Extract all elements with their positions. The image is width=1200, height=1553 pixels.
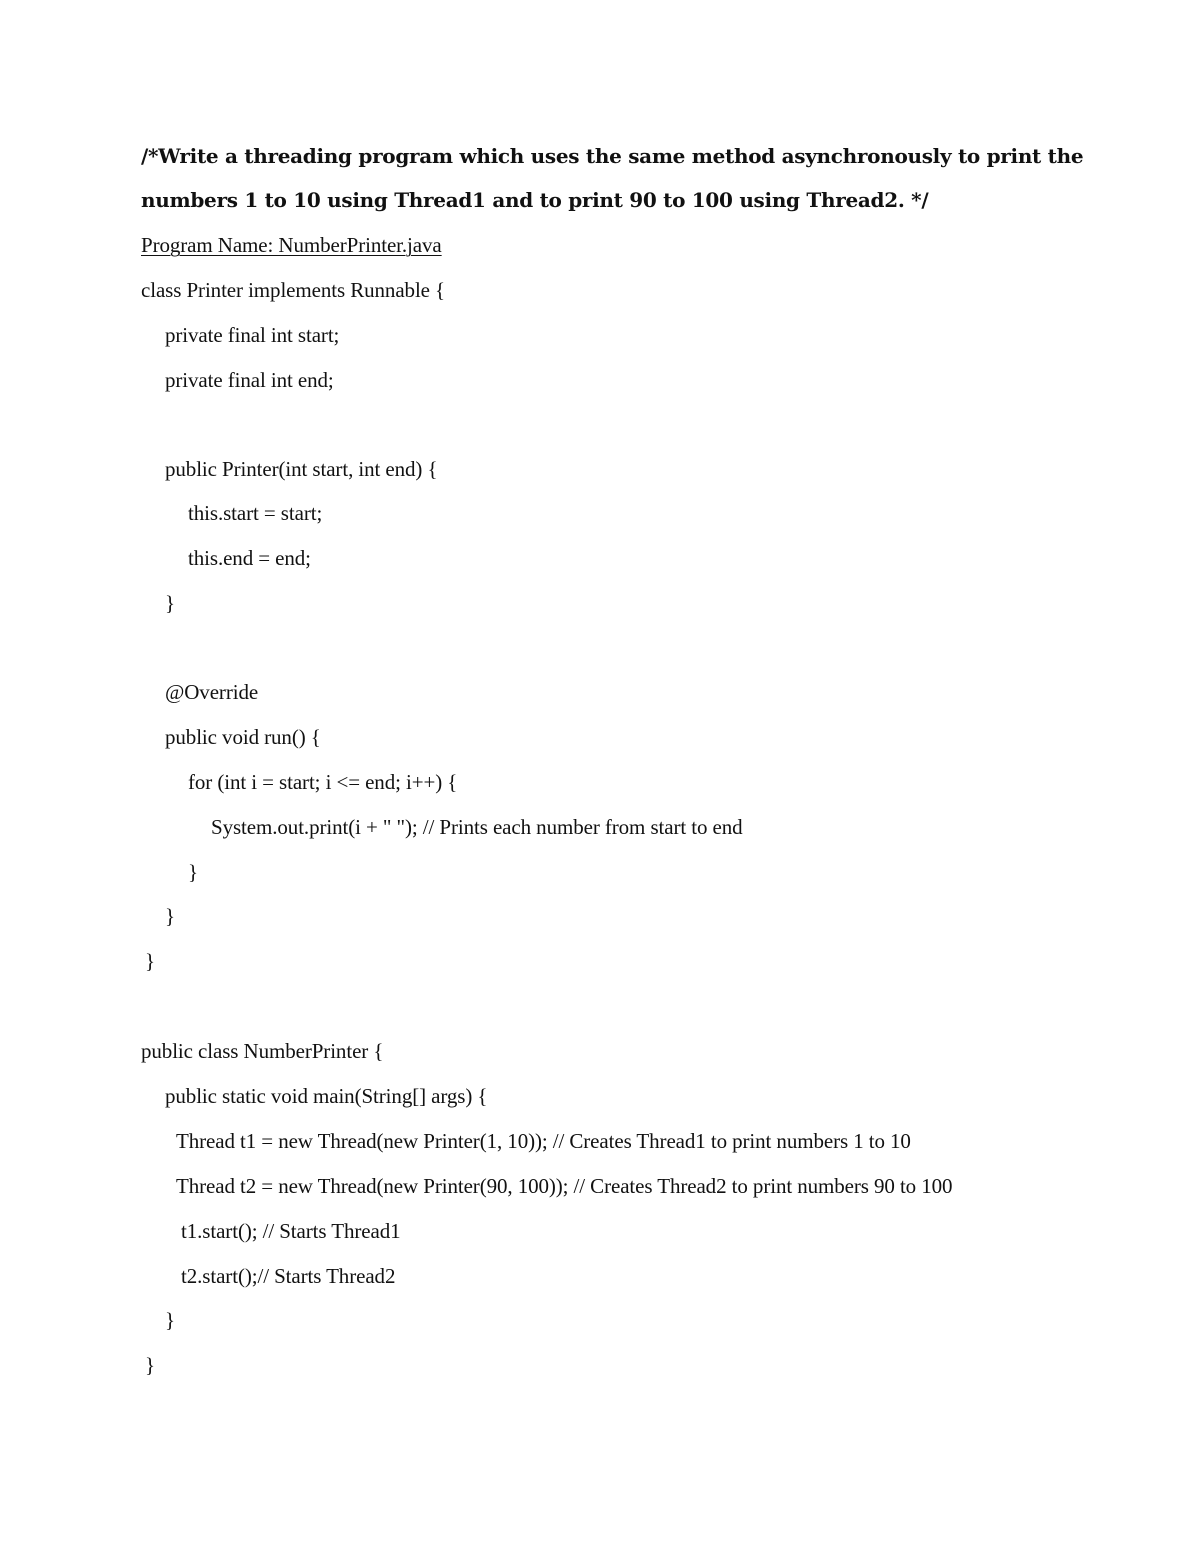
- code-line: this.start = start;: [188, 501, 323, 525]
- heading-line-1: /*Write a threading program which uses the same method asynchronously to print the: [141, 144, 1084, 168]
- code-line: public Printer(int start, int end) {: [165, 457, 438, 481]
- code-line: System.out.print(i + " "); // Prints each number from start to end: [211, 815, 743, 839]
- program-name: Program Name: NumberPrinter.java: [141, 233, 442, 257]
- code-line: }: [165, 1308, 175, 1332]
- code-line: t2.start();// Starts Thread2: [181, 1264, 396, 1288]
- code-line: this.end = end;: [188, 546, 311, 570]
- code-line: private final int end;: [165, 368, 334, 392]
- code-line: }: [188, 860, 198, 884]
- code-line: }: [145, 1353, 155, 1377]
- code-line: }: [165, 904, 175, 928]
- code-line: }: [145, 949, 155, 973]
- code-line: Thread t2 = new Thread(new Printer(90, 100)); // Creates Thread2 to print numbers 90 to 100: [176, 1174, 953, 1198]
- code-line: public void run() {: [165, 725, 321, 749]
- code-line: }: [165, 591, 175, 615]
- code-line: for (int i = start; i <= end; i++) {: [188, 770, 458, 794]
- code-line: private final int start;: [165, 323, 340, 347]
- code-line: Thread t1 = new Thread(new Printer(1, 10)); // Creates Thread1 to print numbers 1 to 10: [176, 1129, 911, 1153]
- code-line: public static void main(String[] args) {: [165, 1084, 488, 1108]
- heading-line-2: numbers 1 to 10 using Thread1 and to print 90 to 100 using Thread2. */: [141, 188, 929, 212]
- code-line: class Printer implements Runnable {: [141, 278, 446, 302]
- code-line: @Override: [165, 680, 259, 704]
- code-line: public class NumberPrinter {: [141, 1039, 384, 1063]
- code-line: t1.start(); // Starts Thread1: [181, 1219, 401, 1243]
